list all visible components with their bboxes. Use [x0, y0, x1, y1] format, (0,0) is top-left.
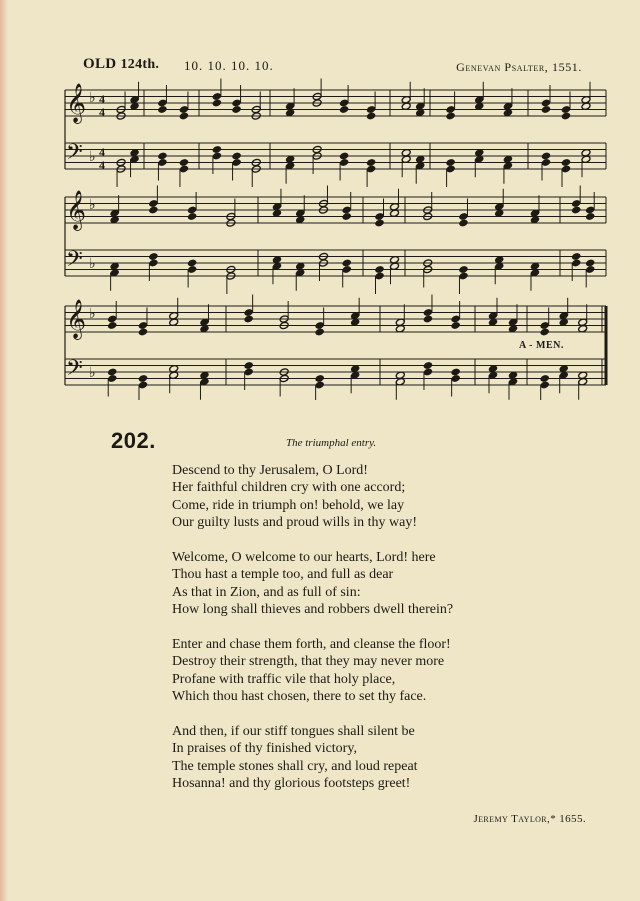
note-head — [148, 206, 158, 214]
note-head — [541, 99, 551, 107]
note-head — [232, 99, 242, 107]
note-head — [107, 368, 117, 376]
note-head — [446, 158, 456, 166]
note-head — [423, 361, 433, 369]
note-head — [158, 99, 168, 107]
tune-name-number: 124th. — [120, 57, 160, 72]
note-head — [375, 265, 385, 273]
note-head — [339, 152, 349, 160]
time-signature-top: 4 — [99, 145, 105, 159]
bass-clef: 𝄢 — [66, 247, 83, 276]
hymn-verses — [172, 462, 453, 810]
treble-clef: 𝄞 — [66, 85, 87, 122]
note-head — [423, 308, 433, 316]
note-head — [541, 158, 551, 166]
treble-clef: 𝄞 — [66, 301, 87, 338]
notes — [107, 79, 595, 401]
key-signature-flat: ♭ — [89, 366, 96, 381]
verse-line: Descend to thy Jerusalem, O Lord! — [172, 463, 368, 478]
verse-line: Thou hast a temple too, and full as dear — [172, 567, 394, 583]
stanza-4 — [172, 723, 453, 793]
note-head — [179, 105, 189, 113]
note-head — [541, 152, 551, 160]
note-head — [446, 105, 456, 113]
note-head — [571, 259, 581, 267]
note-head — [540, 374, 550, 382]
note-head — [187, 259, 197, 267]
verse-line: Hosanna! and thy glorious footsteps greet! — [172, 776, 411, 792]
verse-line: And then, if our stiff tongues shall silent be — [172, 724, 415, 740]
stanza-3 — [172, 636, 453, 706]
key-signature-flat: ♭ — [89, 91, 96, 106]
verse-line: The temple stones shall cry, and loud repeat — [172, 758, 418, 774]
bass-clef: 𝄢 — [66, 140, 83, 169]
note-head — [315, 374, 325, 382]
key-signature-flat: ♭ — [89, 307, 96, 322]
time-signature-top: 4 — [99, 92, 105, 106]
note-head — [339, 99, 349, 107]
note-head — [212, 152, 222, 160]
note-head — [148, 259, 158, 267]
note-head — [187, 265, 197, 273]
note-head — [232, 105, 242, 113]
tune-name-word: OLD — [83, 56, 117, 72]
note-head — [540, 328, 550, 336]
verse-line: Profane with traffic vile that holy place, — [172, 671, 396, 687]
note-head — [571, 252, 581, 260]
note-head — [451, 321, 461, 329]
time-signature-bottom: 4 — [99, 158, 105, 172]
note-head — [541, 105, 551, 113]
note-head — [315, 321, 325, 329]
note-head — [342, 206, 352, 214]
note-head — [366, 158, 376, 166]
note-head — [375, 212, 385, 220]
note-head — [187, 206, 197, 214]
note-head — [138, 381, 148, 389]
note-head — [571, 206, 581, 214]
note-head — [459, 219, 469, 227]
note-head — [459, 272, 469, 280]
note-head — [179, 158, 189, 166]
note-head — [212, 145, 222, 153]
hymn-number: 202. — [111, 428, 156, 453]
note-head — [107, 315, 117, 323]
verse-line: As that in Zion, and as full of sin: — [172, 584, 361, 600]
key-signature-flat: ♭ — [89, 257, 96, 272]
note-head — [107, 374, 117, 382]
note-head — [148, 199, 158, 207]
hymn-caption: The triumphal entry. — [286, 437, 377, 449]
note-head — [244, 368, 254, 376]
note-head — [342, 265, 352, 273]
note-head — [423, 315, 433, 323]
note-head — [339, 105, 349, 113]
verse-line: Come, ride in triumph on! behold, we lay — [172, 497, 405, 513]
note-head — [232, 152, 242, 160]
note-head — [212, 92, 222, 100]
verse-line: Her faithful children cry with one accord; — [172, 480, 406, 496]
note-head — [187, 212, 197, 220]
amen-lyric: A - MEN. — [519, 340, 564, 351]
note-head — [585, 265, 595, 273]
note-head — [446, 112, 456, 120]
key-signature-flat: ♭ — [89, 150, 96, 165]
note-head — [423, 368, 433, 376]
note-head — [451, 315, 461, 323]
bass-clef: 𝄢 — [66, 356, 83, 385]
note-head — [561, 158, 571, 166]
note-head — [561, 165, 571, 173]
note-head — [158, 105, 168, 113]
note-head — [148, 252, 158, 260]
note-head — [540, 381, 550, 389]
verse-line: Destroy their strength, that they may never more — [172, 654, 445, 670]
note-head — [315, 381, 325, 389]
note-head — [451, 368, 461, 376]
note-head — [571, 199, 581, 207]
note-head — [561, 105, 571, 113]
note-head — [585, 212, 595, 220]
note-head — [212, 99, 222, 107]
note-head — [179, 165, 189, 173]
note-head — [561, 112, 571, 120]
note-head — [107, 321, 117, 329]
tune-meter: 10. 10. 10. 10. — [184, 58, 274, 73]
note-head — [375, 272, 385, 280]
note-head — [138, 321, 148, 329]
note-head — [244, 315, 254, 323]
note-head — [244, 308, 254, 316]
note-head — [158, 158, 168, 166]
note-head — [138, 374, 148, 382]
note-head — [244, 361, 254, 369]
note-head — [375, 219, 385, 227]
note-head — [459, 212, 469, 220]
note-head — [366, 112, 376, 120]
note-head — [366, 165, 376, 173]
note-head — [585, 259, 595, 267]
note-head — [138, 328, 148, 336]
verse-line: How long shall thieves and robbers dwell therein? — [172, 602, 454, 618]
treble-clef: 𝄞 — [66, 192, 87, 229]
note-head — [451, 374, 461, 382]
time-signature-bottom: 4 — [99, 105, 105, 119]
verse-line: Welcome, O welcome to our hearts, Lord! here — [172, 550, 436, 566]
note-head — [366, 105, 376, 113]
note-head — [339, 158, 349, 166]
note-head — [315, 328, 325, 336]
note-head — [342, 259, 352, 267]
hymn-author: Jeremy Taylor,* 1655. — [473, 813, 586, 825]
verse-line: Enter and chase them forth, and cleanse the floor! — [172, 637, 451, 653]
clefs — [66, 84, 105, 385]
verse-line: Which thou hast chosen, there to set thy face. — [172, 689, 427, 705]
note-head — [540, 321, 550, 329]
stanza-1 — [172, 462, 453, 532]
verse-line: Our guilty lusts and proud wills in thy way! — [172, 515, 417, 531]
note-head — [179, 112, 189, 120]
key-signature-flat: ♭ — [89, 198, 96, 213]
note-head — [446, 165, 456, 173]
note-head — [459, 265, 469, 273]
tune-source: Genevan Psalter, 1551. — [456, 60, 582, 74]
note-head — [158, 152, 168, 160]
stanza-2 — [172, 549, 453, 619]
note-head — [585, 206, 595, 214]
note-head — [342, 212, 352, 220]
note-head — [232, 158, 242, 166]
verse-line: In praises of thy finished victory, — [172, 741, 357, 757]
